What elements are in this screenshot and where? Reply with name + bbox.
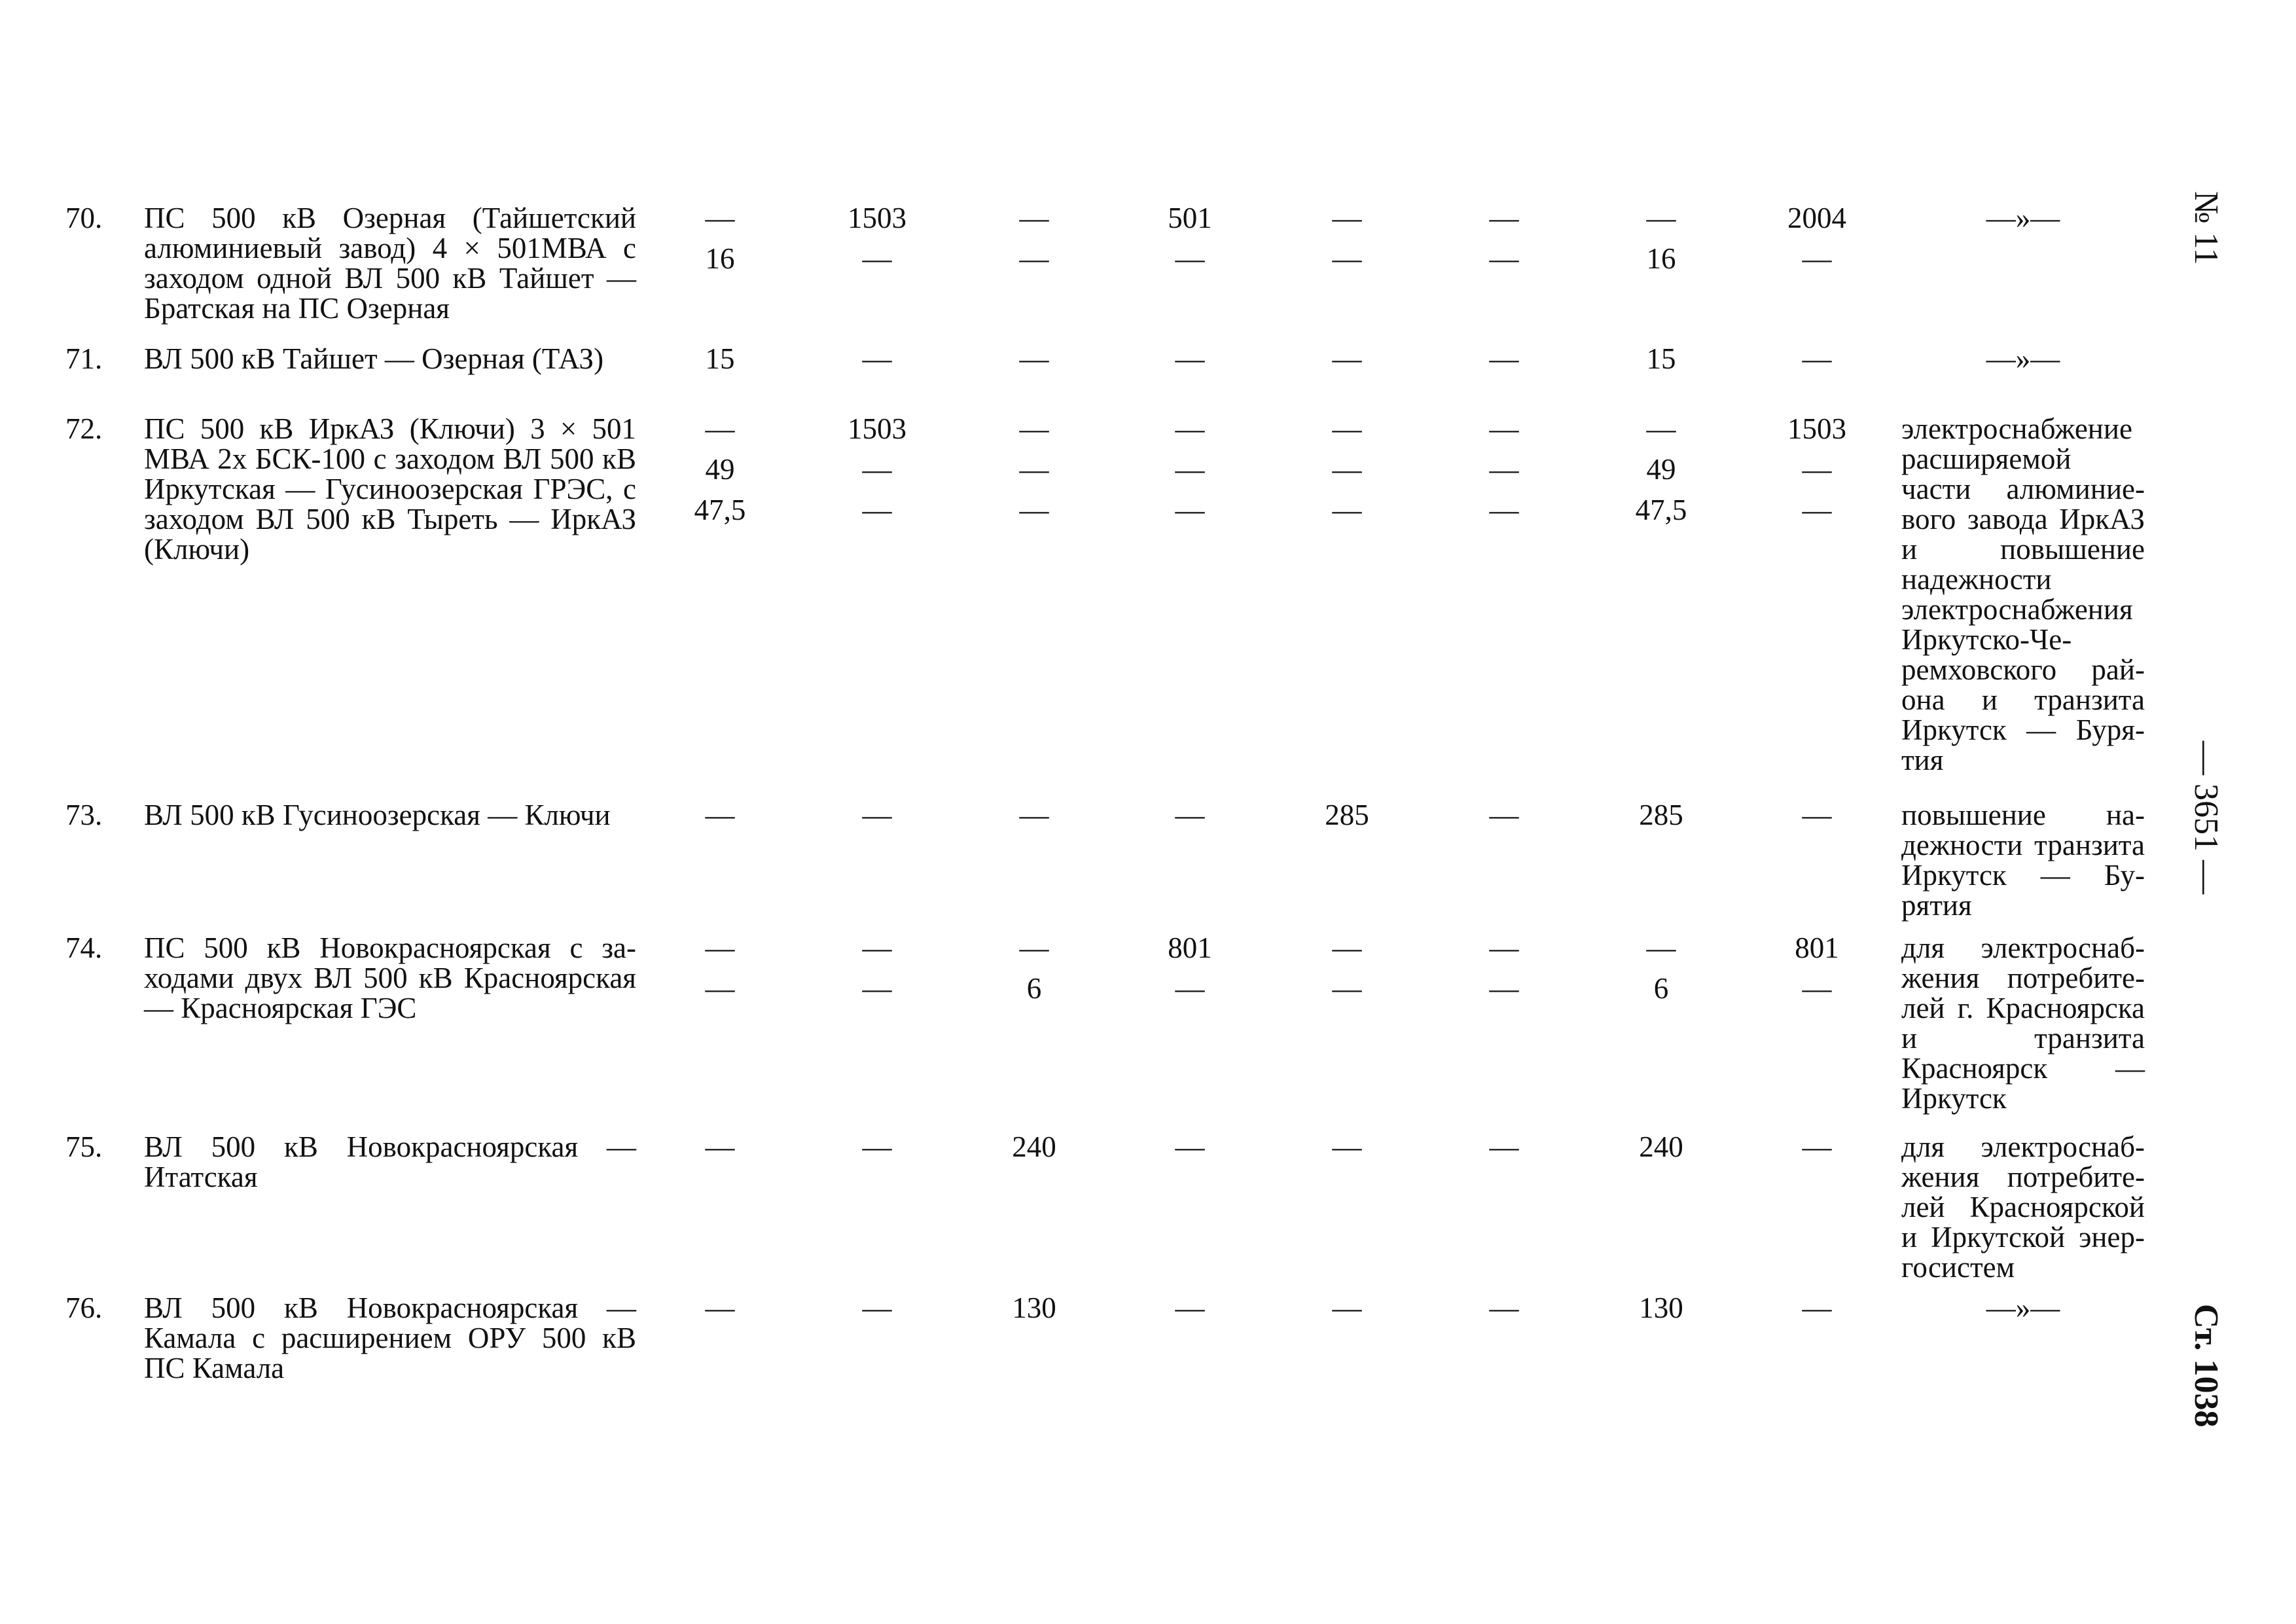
value-column-8: [1751, 203, 1882, 284]
value-column-8: [1751, 1132, 1882, 1172]
value-cell: —: [1489, 494, 1519, 526]
value-cell: —: [1489, 1130, 1519, 1163]
value-column-2: [812, 344, 942, 384]
value-column-3: [969, 800, 1100, 840]
value-cell: —: [705, 799, 735, 831]
value-cell: —: [862, 799, 892, 831]
value-column-4: [1124, 344, 1255, 384]
value-cell: —: [862, 931, 892, 964]
value-column-7: [1596, 1293, 1727, 1333]
value-column-4: [1124, 1132, 1255, 1172]
value-cell: —: [1489, 1291, 1519, 1324]
value-cell: —: [1489, 412, 1519, 445]
value-cell: —: [1802, 242, 1832, 275]
value-cell: —: [1175, 242, 1205, 275]
row-number: 74.: [65, 931, 103, 964]
value-column-6: [1439, 344, 1570, 384]
value-cell: 16: [1646, 242, 1676, 275]
row-note: —»—: [1986, 1291, 2060, 1324]
value-cell: —: [1802, 1130, 1832, 1163]
value-column-5: [1282, 800, 1412, 840]
row-note: —»—: [1986, 342, 2060, 375]
value-cell: —: [1019, 453, 1049, 486]
row-description: ВЛ 500 кВ Новокрасноярская — Камала с расширением ОРУ 500 кВ ПС Камала: [144, 1291, 636, 1384]
value-cell: —: [1175, 799, 1205, 831]
value-cell: —: [862, 494, 892, 526]
value-column-3: [969, 344, 1100, 384]
value-cell: —: [1332, 494, 1362, 526]
margin-article-wrap: [2187, 1304, 2232, 1428]
value-cell: 47,5: [694, 494, 746, 526]
value-column-1: [655, 344, 785, 384]
value-cell: —: [1019, 494, 1049, 526]
value-column-2: [812, 414, 942, 535]
value-cell: —: [1646, 202, 1676, 234]
value-cell: —: [862, 972, 892, 1005]
value-column-1: [655, 414, 785, 535]
value-column-8: [1751, 344, 1882, 384]
value-cell: 6: [1653, 972, 1669, 1005]
value-column-6: [1439, 203, 1570, 284]
value-cell: 801: [1168, 931, 1212, 964]
row-description: ПС 500 кВ Новокрасноярская с заходами двух ВЛ 500 кВ Красноярская — Красноярская ГЭС: [144, 931, 636, 1024]
row-number: 70.: [65, 202, 103, 234]
issue-number: № 11: [2187, 191, 2225, 265]
value-column-2: [812, 203, 942, 284]
margin-issue-wrap: [2187, 191, 2232, 265]
value-cell: 130: [1012, 1291, 1056, 1324]
value-cell: —: [1489, 342, 1519, 375]
value-cell: —: [705, 1130, 735, 1163]
value-column-2: [812, 800, 942, 840]
page-number: — 3651 —: [2187, 741, 2225, 894]
value-cell: —: [862, 342, 892, 375]
row-number: 71.: [65, 342, 103, 375]
value-column-2: [812, 1293, 942, 1333]
value-cell: —: [1332, 972, 1362, 1005]
value-cell: —: [1802, 342, 1832, 375]
value-column-7: [1596, 414, 1727, 535]
row-description: ПС 500 кВ Озерная (Тайшетский алюминиевый завод) 4 × 501МВА с заходом одной ВЛ 500 кВ Тайшет — Братская на ПС Озерная: [144, 202, 636, 325]
value-cell: —: [862, 1130, 892, 1163]
value-cell: —: [1019, 342, 1049, 375]
value-column-1: [655, 933, 785, 1014]
value-cell: —: [862, 453, 892, 486]
value-cell: —: [1489, 972, 1519, 1005]
value-column-1: [655, 1132, 785, 1172]
value-cell: —: [1175, 453, 1205, 486]
value-column-4: [1124, 203, 1255, 284]
margin-page-wrap: [2187, 741, 2232, 894]
row-note: для электроснабжения потребителей г. Красноярска и транзита Красноярск — Иркутск: [1901, 931, 2145, 1115]
row-number: 76.: [65, 1291, 103, 1324]
value-cell: 16: [705, 242, 735, 275]
value-column-1: [655, 800, 785, 840]
value-cell: —: [1019, 202, 1049, 234]
value-cell: —: [1802, 1291, 1832, 1324]
value-column-7: [1596, 933, 1727, 1014]
value-column-3: [969, 203, 1100, 284]
value-cell: —: [1175, 1291, 1205, 1324]
value-cell: —: [862, 1291, 892, 1324]
value-column-4: [1124, 1293, 1255, 1333]
value-column-3: [969, 414, 1100, 535]
row-number: 72.: [65, 412, 103, 445]
row-note: повышение надежности транзита Иркутск — Бурятия: [1901, 799, 2145, 922]
value-cell: —: [1646, 931, 1676, 964]
row-note: электроснабжение расширяемой части алюминиевого завода ИркАЗ и повышение надежности электроснабжения Иркутско-Черемховского района и транзита Иркутск — Бурятия: [1901, 412, 2145, 776]
value-column-6: [1439, 933, 1570, 1014]
value-cell: —: [1802, 972, 1832, 1005]
value-column-8: [1751, 1293, 1882, 1333]
value-cell: —: [1175, 1130, 1205, 1163]
value-cell: —: [1802, 799, 1832, 831]
value-cell: —: [1332, 931, 1362, 964]
row-number: 75.: [65, 1130, 103, 1163]
row-description: ВЛ 500 кВ Новокрасноярская — Итатская: [144, 1130, 636, 1193]
value-column-7: [1596, 203, 1727, 284]
value-cell: —: [1802, 453, 1832, 486]
row-description: ВЛ 500 кВ Гусиноозерская — Ключи: [144, 799, 611, 831]
value-cell: —: [705, 202, 735, 234]
value-cell: —: [1019, 931, 1049, 964]
value-cell: 6: [1026, 972, 1042, 1005]
value-column-3: [969, 933, 1100, 1014]
value-cell: —: [1332, 1130, 1362, 1163]
value-column-6: [1439, 1132, 1570, 1172]
value-cell: —: [705, 931, 735, 964]
value-column-6: [1439, 800, 1570, 840]
row-description: ВЛ 500 кВ Тайшет — Озерная (ТАЗ): [144, 342, 604, 375]
value-cell: —: [1175, 494, 1205, 526]
value-cell: —: [1646, 412, 1676, 445]
value-column-5: [1282, 203, 1412, 284]
value-cell: —: [1019, 242, 1049, 275]
value-column-1: [655, 1293, 785, 1333]
value-cell: —: [1489, 931, 1519, 964]
value-column-7: [1596, 800, 1727, 840]
value-column-5: [1282, 1293, 1412, 1333]
value-cell: 47,5: [1635, 494, 1687, 526]
value-cell: —: [1489, 453, 1519, 486]
value-cell: —: [1175, 412, 1205, 445]
value-cell: 285: [1325, 799, 1369, 831]
value-column-5: [1282, 344, 1412, 384]
value-cell: —: [1175, 342, 1205, 375]
value-cell: 2004: [1787, 202, 1846, 234]
value-cell: 1503: [848, 202, 906, 234]
value-column-8: [1751, 800, 1882, 840]
value-cell: —: [1489, 202, 1519, 234]
value-cell: —: [1332, 342, 1362, 375]
value-cell: —: [862, 242, 892, 275]
row-note: —»—: [1986, 202, 2060, 234]
value-column-4: [1124, 933, 1255, 1014]
value-cell: 130: [1639, 1291, 1683, 1324]
value-column-2: [812, 933, 942, 1014]
value-column-4: [1124, 414, 1255, 535]
value-column-6: [1439, 1293, 1570, 1333]
row-description: ПС 500 кВ ИркАЗ (Ключи) 3 × 501 МВА 2х БСК-100 с заходом ВЛ 500 кВ Иркутская — Гусиноозерская ГРЭС, с заходом ВЛ 500 кВ Тыреть — ИркАЗ (Ключи): [144, 412, 636, 566]
value-cell: 1503: [1787, 412, 1846, 445]
value-cell: 1503: [848, 412, 906, 445]
value-cell: —: [1019, 412, 1049, 445]
value-cell: —: [1332, 202, 1362, 234]
value-cell: —: [1489, 242, 1519, 275]
value-column-1: [655, 203, 785, 284]
value-cell: 15: [1646, 342, 1676, 375]
value-cell: —: [1332, 453, 1362, 486]
value-cell: —: [1175, 972, 1205, 1005]
value-column-5: [1282, 414, 1412, 535]
value-cell: —: [1802, 494, 1832, 526]
value-column-8: [1751, 414, 1882, 535]
value-cell: 240: [1639, 1130, 1683, 1163]
value-cell: 15: [705, 342, 735, 375]
value-column-6: [1439, 414, 1570, 535]
value-cell: 240: [1012, 1130, 1056, 1163]
value-cell: —: [1019, 799, 1049, 831]
value-column-4: [1124, 800, 1255, 840]
row-number: 73.: [65, 799, 103, 831]
article-number: Ст. 1038: [2187, 1304, 2225, 1428]
value-cell: —: [1489, 799, 1519, 831]
value-cell: —: [705, 1291, 735, 1324]
value-column-2: [812, 1132, 942, 1172]
value-column-3: [969, 1132, 1100, 1172]
value-column-8: [1751, 933, 1882, 1014]
value-cell: —: [1332, 242, 1362, 275]
value-cell: —: [1332, 1291, 1362, 1324]
value-cell: 285: [1639, 799, 1683, 831]
value-cell: 49: [1646, 453, 1676, 486]
value-cell: —: [705, 412, 735, 445]
value-cell: 49: [705, 453, 735, 486]
value-column-5: [1282, 1132, 1412, 1172]
value-cell: —: [1332, 412, 1362, 445]
value-cell: —: [705, 972, 735, 1005]
value-column-7: [1596, 1132, 1727, 1172]
row-note: для электроснабжения потребителей Красноярской и Иркутской энергосистем: [1901, 1130, 2145, 1284]
value-column-3: [969, 1293, 1100, 1333]
value-cell: 501: [1168, 202, 1212, 234]
value-column-5: [1282, 933, 1412, 1014]
value-column-7: [1596, 344, 1727, 384]
value-cell: 801: [1795, 931, 1839, 964]
